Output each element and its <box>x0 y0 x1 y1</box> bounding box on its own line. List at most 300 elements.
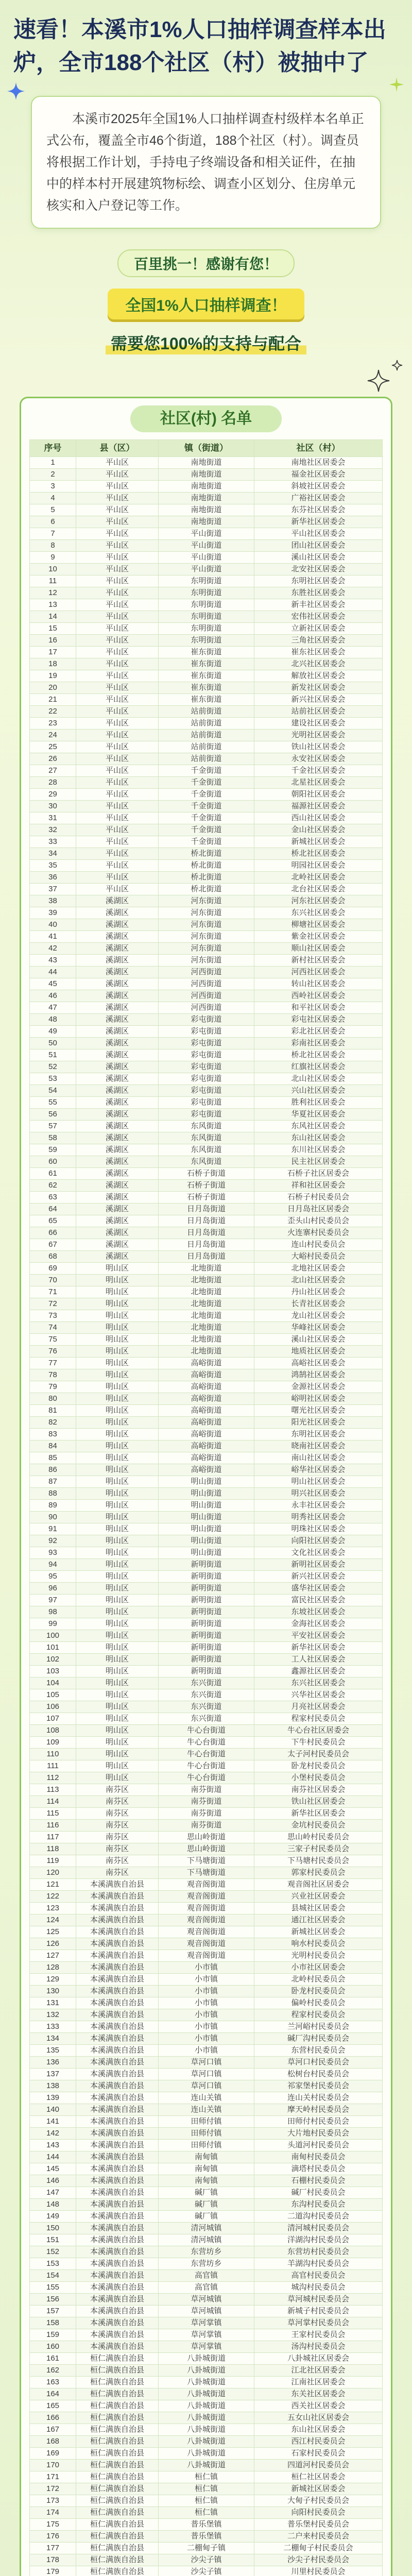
table-row <box>29 1132 383 1144</box>
row-index-cell: 52 <box>30 1061 76 1073</box>
row-community-cell: 高官村民委员会 <box>291 2271 346 2280</box>
row-district-cell: 本溪满族自治县 <box>76 2270 159 2281</box>
row-community-cell: 西关社区居委会 <box>291 2401 346 2410</box>
row-street-cell: 八卦城街道 <box>159 2424 254 2435</box>
row-district-cell: 溪湖区 <box>76 943 159 954</box>
row-district-cell: 本溪满族自治县 <box>76 1891 159 1902</box>
row-index-cell: 94 <box>30 1559 76 1570</box>
table-row <box>29 1002 383 1014</box>
slogan-support <box>0 331 412 354</box>
row-street-cell: 普乐堡镇 <box>159 2519 254 2530</box>
row-community-cell: 地质社区居委会 <box>291 1347 346 1355</box>
row-community-cell: 石桥子村民委员会 <box>287 1193 349 1201</box>
row-street-cell: 连山关镇 <box>159 2092 254 2104</box>
row-community-cell: 和平社区居委会 <box>291 1003 346 1012</box>
row-district-cell: 本溪满族自治县 <box>76 2258 159 2269</box>
row-district-cell: 本溪满族自治县 <box>76 2223 159 2234</box>
row-district-cell: 桓仁满族自治县 <box>76 2566 159 2576</box>
table-row <box>29 1855 383 1867</box>
table-header <box>29 439 383 457</box>
row-community-cell: 祥和社区居委会 <box>291 1181 346 1190</box>
row-district-cell: 平山区 <box>76 481 159 492</box>
row-street-cell: 南地街道 <box>159 516 254 528</box>
row-community-cell: 华夏社区居委会 <box>291 1110 346 1118</box>
table-row <box>29 623 383 635</box>
row-street-cell: 东兴街道 <box>159 1701 254 1713</box>
row-district-cell: 明山区 <box>76 1298 159 1310</box>
row-index-cell: 110 <box>30 1749 76 1760</box>
table-row <box>29 2483 383 2495</box>
row-district-cell: 溪湖区 <box>76 1156 159 1167</box>
table-row <box>29 2329 383 2341</box>
star-icon <box>7 82 25 100</box>
row-street-cell: 草河口镇 <box>159 2080 254 2092</box>
row-community-cell: 草河城村民委员会 <box>287 2295 349 2303</box>
row-index-cell: 92 <box>30 1535 76 1547</box>
row-street-cell: 桥北街道 <box>159 872 254 883</box>
row-community-cell: 东胜社区居委会 <box>291 588 346 597</box>
row-community-cell: 郭家村民委员会 <box>291 1868 346 1877</box>
row-community-cell: 头道河村民委员会 <box>287 2141 349 2149</box>
row-street-cell: 日月岛街道 <box>159 1204 254 1215</box>
row-district-cell: 溪湖区 <box>76 1168 159 1179</box>
row-community-cell: 彩南社区居委会 <box>291 1039 346 1047</box>
row-index-cell: 143 <box>30 2140 76 2151</box>
header-index: 序号 <box>30 440 76 456</box>
row-district-cell: 桓仁满族自治县 <box>76 2554 159 2566</box>
table-row <box>29 1760 383 1772</box>
row-street-cell: 崔东街道 <box>159 647 254 658</box>
row-district-cell: 溪湖区 <box>76 1049 159 1061</box>
table-row <box>29 1642 383 1654</box>
row-street-cell: 新明街道 <box>159 1666 254 1677</box>
row-district-cell: 明山区 <box>76 1535 159 1547</box>
table-row <box>29 907 383 919</box>
table-row <box>29 575 383 587</box>
row-index-cell: 163 <box>30 2377 76 2388</box>
row-district-cell: 溪湖区 <box>76 1204 159 1215</box>
row-district-cell: 平山区 <box>76 528 159 539</box>
row-district-cell: 溪湖区 <box>76 1097 159 1108</box>
row-community-cell: 新华社区居委会 <box>291 1809 346 1818</box>
row-street-cell: 观音阁街道 <box>159 1926 254 1938</box>
table-row <box>29 1168 383 1180</box>
row-index-cell: 23 <box>30 718 76 729</box>
table-row <box>29 919 383 931</box>
intro-paragraph: 本溪市2025年全国1%人口抽样调查村级样本名单正式公布，覆盖全市46个街道，188个社区（村）。调查员将根据工作计划，手持电子终端设备和相关证件，在抽中的样本村开展建筑物标绘、调查小区划分、住房单元核实和入户登记等工作。 <box>31 96 381 229</box>
row-district-cell: 明山区 <box>76 1701 159 1713</box>
table-row <box>29 1144 383 1156</box>
row-index-cell: 44 <box>30 967 76 978</box>
row-district-cell: 平山区 <box>76 670 159 682</box>
table-row <box>29 1417 383 1429</box>
row-index-cell: 14 <box>30 611 76 622</box>
table-row <box>29 1914 383 1926</box>
row-community-cell: 北岭村民委员会 <box>291 1975 346 1984</box>
row-community-cell: 金坑村民委员会 <box>291 1821 346 1829</box>
row-district-cell: 溪湖区 <box>76 1014 159 1025</box>
table-row <box>29 1867 383 1879</box>
row-community-cell: 盛华社区居委会 <box>291 1584 346 1592</box>
table-row <box>29 2566 383 2576</box>
row-index-cell: 27 <box>30 765 76 776</box>
row-index-cell: 122 <box>30 1891 76 1902</box>
table-row <box>29 611 383 623</box>
row-district-cell: 本溪满族自治县 <box>76 2080 159 2092</box>
row-community-cell: 大甸子村民委员会 <box>287 2496 349 2505</box>
row-street-cell: 明山街道 <box>159 1488 254 1499</box>
table-row <box>29 1535 383 1547</box>
row-district-cell: 明山区 <box>76 1725 159 1736</box>
row-community-cell: 建设社区居委会 <box>291 719 346 727</box>
row-street-cell: 河东街道 <box>159 895 254 907</box>
row-community-cell: 曙光社区居委会 <box>291 1406 346 1415</box>
row-community-cell: 松树台村民委员会 <box>287 2070 349 2078</box>
row-index-cell: 88 <box>30 1488 76 1499</box>
table-row <box>29 2163 383 2175</box>
table-row <box>29 1512 383 1523</box>
row-district-cell: 平山区 <box>76 730 159 741</box>
table-row <box>29 2069 383 2080</box>
row-community-cell: 千金社区居委会 <box>291 766 346 775</box>
row-district-cell: 明山区 <box>76 1358 159 1369</box>
table-row <box>29 1950 383 1962</box>
row-community-cell: 新华社区居委会 <box>291 517 346 526</box>
table-row <box>29 2554 383 2566</box>
row-street-cell: 桓仁镇 <box>159 2471 254 2483</box>
row-community-cell: 汤沟村民委员会 <box>291 2342 346 2351</box>
row-index-cell: 176 <box>30 2531 76 2542</box>
table-row <box>29 1784 383 1796</box>
row-community-cell: 彩北社区居委会 <box>291 1027 346 1036</box>
table-row <box>29 836 383 848</box>
row-community-cell: 东风社区居委会 <box>291 1122 346 1130</box>
row-community-cell: 斜坡社区居委会 <box>291 482 346 490</box>
row-district-cell: 明山区 <box>76 1618 159 1630</box>
row-index-cell: 177 <box>30 2543 76 2554</box>
row-community-cell: 东营坊村民委员会 <box>287 2247 349 2256</box>
row-community-cell: 溪山社区居委会 <box>291 1335 346 1344</box>
table-row <box>29 504 383 516</box>
row-district-cell: 明山区 <box>76 1275 159 1286</box>
row-street-cell: 东风街道 <box>159 1156 254 1167</box>
row-district-cell: 桓仁满族自治县 <box>76 2531 159 2542</box>
page-title-line: 速看！本溪市1%人口抽样调查样本出 <box>13 17 386 42</box>
row-street-cell: 八卦城街道 <box>159 2377 254 2388</box>
row-street-cell: 碱厂镇 <box>159 2187 254 2198</box>
row-index-cell: 51 <box>30 1049 76 1061</box>
row-street-cell: 北地街道 <box>159 1334 254 1345</box>
row-index-cell: 1 <box>30 457 76 468</box>
row-street-cell: 明山街道 <box>159 1535 254 1547</box>
row-district-cell: 明山区 <box>76 1642 159 1653</box>
row-street-cell: 高峪街道 <box>159 1452 254 1464</box>
table-row <box>29 552 383 564</box>
row-community-cell: 北山社区居委会 <box>291 1074 346 1083</box>
row-street-cell: 崔东街道 <box>159 658 254 670</box>
table-row <box>29 658 383 670</box>
table-row <box>29 1393 383 1405</box>
row-street-cell: 新明街道 <box>159 1606 254 1618</box>
table-row <box>29 2507 383 2519</box>
table-row <box>29 990 383 1002</box>
row-index-cell: 64 <box>30 1204 76 1215</box>
row-index-cell: 109 <box>30 1737 76 1748</box>
row-district-cell: 明山区 <box>76 1630 159 1641</box>
table-row <box>29 1737 383 1749</box>
table-row <box>29 2128 383 2140</box>
row-index-cell: 107 <box>30 1713 76 1724</box>
row-district-cell: 平山区 <box>76 706 159 717</box>
row-street-cell: 桥北街道 <box>159 860 254 871</box>
table-row <box>29 1310 383 1322</box>
row-community-cell: 北台社区居委会 <box>291 885 346 893</box>
row-community-cell: 鑫源社区居委会 <box>291 1667 346 1675</box>
row-district-cell: 本溪满族自治县 <box>76 2092 159 2104</box>
community-table <box>29 439 383 2576</box>
row-street-cell: 沙尖子镇 <box>159 2566 254 2576</box>
row-index-cell: 101 <box>30 1642 76 1653</box>
row-community-cell: 月亮社区居委会 <box>291 1702 346 1711</box>
table-row <box>29 1583 383 1595</box>
row-district-cell: 明山区 <box>76 1606 159 1618</box>
row-community-cell: 洋湖沟村民委员会 <box>287 2235 349 2244</box>
row-street-cell: 平山街道 <box>159 552 254 563</box>
row-district-cell: 平山区 <box>76 765 159 776</box>
row-district-cell: 溪湖区 <box>76 1109 159 1120</box>
row-index-cell: 126 <box>30 1938 76 1950</box>
table-row <box>29 1725 383 1737</box>
row-street-cell: 南甸镇 <box>159 2175 254 2187</box>
row-index-cell: 174 <box>30 2507 76 2518</box>
table-row <box>29 1440 383 1452</box>
row-street-cell: 牛心台街道 <box>159 1737 254 1748</box>
table-row <box>29 860 383 872</box>
page-title-line: 炉，全市188个社区（村）被抽中了 <box>13 50 369 75</box>
table-row <box>29 1322 383 1334</box>
row-community-cell: 石棚村民委员会 <box>291 2176 346 2185</box>
row-community-cell: 城沟村民委员会 <box>291 2283 346 2292</box>
row-street-cell: 八卦城街道 <box>159 2436 254 2447</box>
row-community-cell: 石桥子社区居委会 <box>287 1169 349 1178</box>
row-street-cell: 小市镇 <box>159 2045 254 2056</box>
row-street-cell: 崔东街道 <box>159 682 254 693</box>
row-street-cell: 高峪街道 <box>159 1393 254 1404</box>
row-community-cell: 东沟村民委员会 <box>291 2200 346 2209</box>
row-district-cell: 平山区 <box>76 587 159 599</box>
row-street-cell: 彩屯街道 <box>159 1061 254 1073</box>
row-index-cell: 33 <box>30 836 76 848</box>
row-community-cell: 沙尖子村民委员会 <box>287 2555 349 2564</box>
row-index-cell: 56 <box>30 1109 76 1120</box>
row-street-cell: 观音阁街道 <box>159 1914 254 1926</box>
row-street-cell: 草河城镇 <box>159 2306 254 2317</box>
table-row <box>29 2092 383 2104</box>
row-community-cell: 祁家堡村民委员会 <box>287 2081 349 2090</box>
row-street-cell: 八卦城街道 <box>159 2448 254 2459</box>
row-street-cell: 草河掌镇 <box>159 2329 254 2341</box>
row-district-cell: 明山区 <box>76 1263 159 1274</box>
row-district-cell: 溪湖区 <box>76 1038 159 1049</box>
table-row <box>29 2471 383 2483</box>
row-street-cell: 高官镇 <box>159 2282 254 2293</box>
row-index-cell: 121 <box>30 1879 76 1890</box>
row-community-cell: 响水村民委员会 <box>291 1939 346 1948</box>
row-street-cell: 小市镇 <box>159 1974 254 1985</box>
table-row <box>29 1061 383 1073</box>
table-row <box>29 777 383 789</box>
row-district-cell: 南芬区 <box>76 1855 159 1867</box>
row-community-cell: 兴业社区居委会 <box>291 1892 346 1901</box>
row-community-cell: 东坡社区居委会 <box>291 1607 346 1616</box>
row-street-cell: 草河城镇 <box>159 2294 254 2305</box>
table-row <box>29 1180 383 1192</box>
row-community-cell: 牛心台社区居委会 <box>287 1726 349 1735</box>
row-community-cell: 铁山社区居委会 <box>291 1797 346 1806</box>
row-community-cell: 东明社区居委会 <box>291 1430 346 1438</box>
row-community-cell: 光明村民委员会 <box>291 1951 346 1960</box>
row-community-cell: 崔东社区居委会 <box>291 648 346 656</box>
row-community-cell: 文化社区居委会 <box>291 1548 346 1557</box>
table-row <box>29 1204 383 1215</box>
row-district-cell: 平山区 <box>76 836 159 848</box>
row-district-cell: 本溪满族自治县 <box>76 2033 159 2044</box>
row-street-cell: 日月岛街道 <box>159 1239 254 1250</box>
row-district-cell: 本溪满族自治县 <box>76 2151 159 2163</box>
row-index-cell: 142 <box>30 2128 76 2139</box>
row-street-cell: 普乐堡镇 <box>159 2531 254 2542</box>
row-district-cell: 平山区 <box>76 575 159 587</box>
row-index-cell: 28 <box>30 777 76 788</box>
row-community-cell: 连山关村民委员会 <box>287 2093 349 2102</box>
row-community-cell: 二棚甸子村民委员会 <box>283 2544 353 2552</box>
row-street-cell: 明山街道 <box>159 1523 254 1535</box>
row-community-cell: 二道沟村民委员会 <box>287 2212 349 2221</box>
row-index-cell: 175 <box>30 2519 76 2530</box>
row-street-cell: 平山街道 <box>159 528 254 539</box>
header-street: 镇（街道） <box>159 440 254 456</box>
page-title <box>13 13 400 79</box>
row-community-cell: 四道河村民委员会 <box>287 2461 349 2469</box>
row-community-cell: 明山社区居委会 <box>291 1477 346 1486</box>
table-row <box>29 599 383 611</box>
row-index-cell: 43 <box>30 955 76 966</box>
table-row <box>29 1452 383 1464</box>
row-street-cell: 东明街道 <box>159 599 254 611</box>
row-street-cell: 观音阁街道 <box>159 1903 254 1914</box>
table-row <box>29 587 383 599</box>
list-card <box>20 397 392 2576</box>
row-community-cell: 北岭社区居委会 <box>291 873 346 882</box>
row-district-cell: 桓仁满族自治县 <box>76 2471 159 2483</box>
table-row <box>29 2519 383 2531</box>
row-street-cell: 高峪街道 <box>159 1464 254 1476</box>
row-index-cell: 170 <box>30 2460 76 2471</box>
table-row <box>29 1014 383 1026</box>
row-community-cell: 立新社区居委会 <box>291 624 346 633</box>
row-index-cell: 57 <box>30 1121 76 1132</box>
row-district-cell: 本溪满族自治县 <box>76 1997 159 2009</box>
row-street-cell: 东兴街道 <box>159 1677 254 1689</box>
table-row <box>29 670 383 682</box>
row-district-cell: 溪湖区 <box>76 1073 159 1084</box>
row-street-cell: 碱厂镇 <box>159 2199 254 2210</box>
row-index-cell: 124 <box>30 1914 76 1926</box>
row-index-cell: 12 <box>30 587 76 599</box>
row-district-cell: 明山区 <box>76 1500 159 1511</box>
row-street-cell: 高峪街道 <box>159 1405 254 1416</box>
row-street-cell: 东风街道 <box>159 1132 254 1144</box>
row-community-cell: 羊湖沟村民委员会 <box>287 2259 349 2268</box>
row-index-cell: 60 <box>30 1156 76 1167</box>
row-index-cell: 145 <box>30 2163 76 2175</box>
table-row <box>29 2377 383 2388</box>
row-index-cell: 35 <box>30 860 76 871</box>
row-index-cell: 26 <box>30 753 76 765</box>
row-community-cell: 西岭社区居委会 <box>291 991 346 1000</box>
row-community-cell: 石家村民委员会 <box>291 2449 346 2458</box>
table-row <box>29 493 383 504</box>
row-district-cell: 南芬区 <box>76 1784 159 1795</box>
row-street-cell: 高峪街道 <box>159 1381 254 1393</box>
table-row <box>29 2495 383 2507</box>
row-district-cell: 本溪满族自治县 <box>76 2116 159 2127</box>
table-row <box>29 1701 383 1713</box>
table-row <box>29 1832 383 1843</box>
row-community-cell: 南山社区居委会 <box>291 1453 346 1462</box>
row-community-cell: 柳塘社区居委会 <box>291 920 346 929</box>
row-community-cell: 龙山社区居委会 <box>291 1311 346 1320</box>
row-district-cell: 明山区 <box>76 1488 159 1499</box>
row-street-cell: 田师付镇 <box>159 2116 254 2127</box>
row-index-cell: 68 <box>30 1251 76 1262</box>
row-district-cell: 溪湖区 <box>76 990 159 1002</box>
slogan-thanks-text: 百里挑一！感谢有您！ <box>117 249 295 277</box>
table-row <box>29 1796 383 1808</box>
table-row <box>29 1820 383 1832</box>
row-index-cell: 179 <box>30 2566 76 2576</box>
row-district-cell: 本溪满族自治县 <box>76 1879 159 1890</box>
row-district-cell: 本溪满族自治县 <box>76 1986 159 1997</box>
table-row <box>29 1097 383 1109</box>
row-district-cell: 溪湖区 <box>76 1026 159 1037</box>
table-row <box>29 730 383 741</box>
row-street-cell: 千金街道 <box>159 801 254 812</box>
row-street-cell: 北地街道 <box>159 1346 254 1357</box>
row-district-cell: 明山区 <box>76 1405 159 1416</box>
row-street-cell: 石桥子街道 <box>159 1192 254 1203</box>
row-street-cell: 站前街道 <box>159 706 254 717</box>
table-row <box>29 812 383 824</box>
row-district-cell: 明山区 <box>76 1547 159 1558</box>
row-community-cell: 明珠社区居委会 <box>291 1524 346 1533</box>
row-district-cell: 明山区 <box>76 1464 159 1476</box>
row-district-cell: 溪湖区 <box>76 967 159 978</box>
row-index-cell: 49 <box>30 1026 76 1037</box>
row-community-cell: 草河掌村民委员会 <box>287 2318 349 2327</box>
row-street-cell: 明山街道 <box>159 1547 254 1558</box>
row-district-cell: 平山区 <box>76 540 159 551</box>
row-index-cell: 120 <box>30 1867 76 1878</box>
row-street-cell: 八卦城街道 <box>159 2400 254 2412</box>
row-index-cell: 69 <box>30 1263 76 1274</box>
row-community-cell: 溪山社区居委会 <box>291 553 346 562</box>
row-index-cell: 85 <box>30 1452 76 1464</box>
row-street-cell: 北地街道 <box>159 1298 254 1310</box>
row-index-cell: 20 <box>30 682 76 693</box>
row-district-cell: 桓仁满族自治县 <box>76 2483 159 2495</box>
row-community-cell: 新兴社区居委会 <box>291 695 346 704</box>
